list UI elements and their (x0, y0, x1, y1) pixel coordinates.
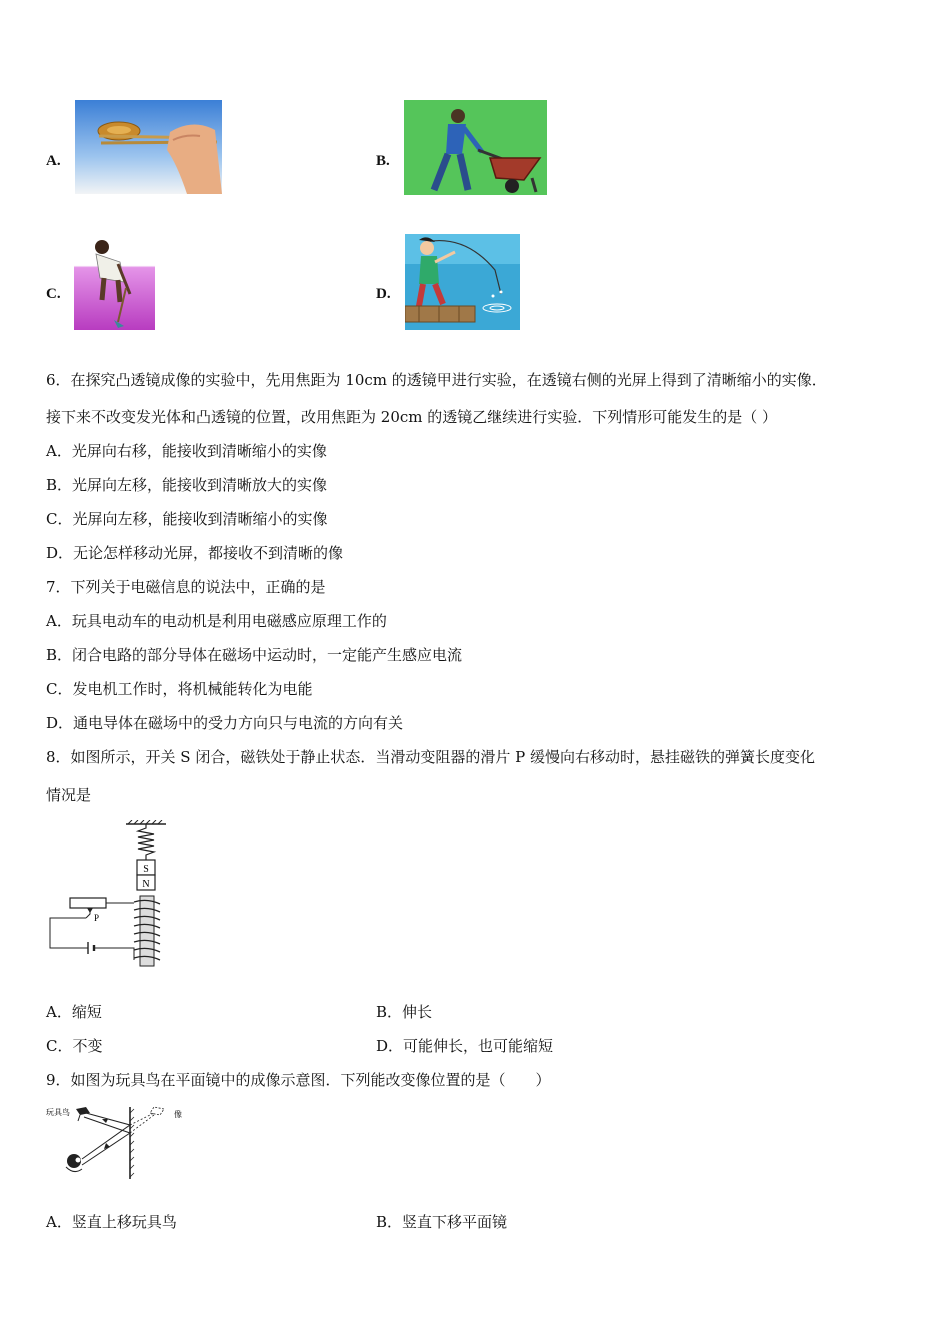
q8-option-a[interactable]: A．缩短 (46, 1003, 102, 1021)
q7-option-b[interactable]: B．闭合电路的部分导体在磁场中运动时，一定能产生感应电流 (46, 646, 463, 664)
q8-stem-line1: 8．如图所示，开关 S 闭合，磁铁处于静止状态．当滑动变阻器的滑片 P 缓慢向右移动时，悬挂磁铁的弹簧长度变化 (46, 748, 815, 766)
slider-p-label: P (94, 913, 100, 923)
q9-option-a[interactable]: A．竖直上移玩具鸟 (46, 1213, 177, 1231)
magnet-s-label: S (143, 864, 149, 875)
option-a-label: A. (46, 153, 61, 169)
q6-stem-line2: 接下来不改变发光体和凸透镜的位置，改用焦距为 20cm 的透镜乙继续进行实验．下列情形可能发生的是（ ） (46, 408, 778, 426)
mirror-bird-figure (46, 1103, 186, 1187)
q7-option-d[interactable]: D．通电导体在磁场中的受力方向只与电流的方向有关 (46, 714, 404, 732)
q8-stem-line2: 情况是 (46, 786, 92, 804)
chopsticks-image (75, 100, 222, 194)
q6-option-a[interactable]: A．光屏向右移，能接收到清晰缩小的实像 (46, 442, 327, 460)
q6-option-b[interactable]: B．光屏向左移，能接收到清晰放大的实像 (46, 476, 328, 494)
wheelbarrow-image (404, 100, 547, 195)
option-c-label: C. (46, 286, 61, 302)
q9-stem: 9．如图为玩具鸟在平面镜中的成像示意图．下列能改变像位置的是（ ） (46, 1071, 551, 1089)
magnet-n-label: N (142, 879, 150, 890)
q7-option-a[interactable]: A．玩具电动车的电动机是利用电磁感应原理工作的 (46, 612, 387, 630)
image-label: 像 (174, 1110, 182, 1119)
q6-option-c[interactable]: C．光屏向左移，能接收到清晰缩小的实像 (46, 510, 328, 528)
spring-magnet-circuit-figure (46, 820, 172, 968)
q7-option-c[interactable]: C．发电机工作时，将机械能转化为电能 (46, 680, 313, 698)
option-d-label: D. (376, 286, 391, 302)
q6-stem-line1: 6．在探究凸透镜成像的实验中，先用焦距为 10cm 的透镜甲进行实验，在透镜右侧的光屏上得到了清晰缩小的实像． (46, 371, 827, 389)
sweeping-girl-image (74, 238, 155, 330)
q8-option-d[interactable]: D．可能伸长，也可能缩短 (376, 1037, 554, 1055)
q8-option-b[interactable]: B．伸长 (376, 1003, 433, 1021)
q8-option-c[interactable]: C．不变 (46, 1037, 103, 1055)
q7-stem: 7．下列关于电磁信息的说法中，正确的是 (46, 578, 326, 596)
q9-option-b[interactable]: B．竖直下移平面镜 (376, 1213, 508, 1231)
q6-option-d[interactable]: D．无论怎样移动光屏，都接收不到清晰的像 (46, 544, 344, 562)
option-b-label: B. (376, 153, 390, 169)
toy-bird-label: 玩具鸟 (46, 1108, 70, 1117)
fishing-image (405, 234, 520, 330)
